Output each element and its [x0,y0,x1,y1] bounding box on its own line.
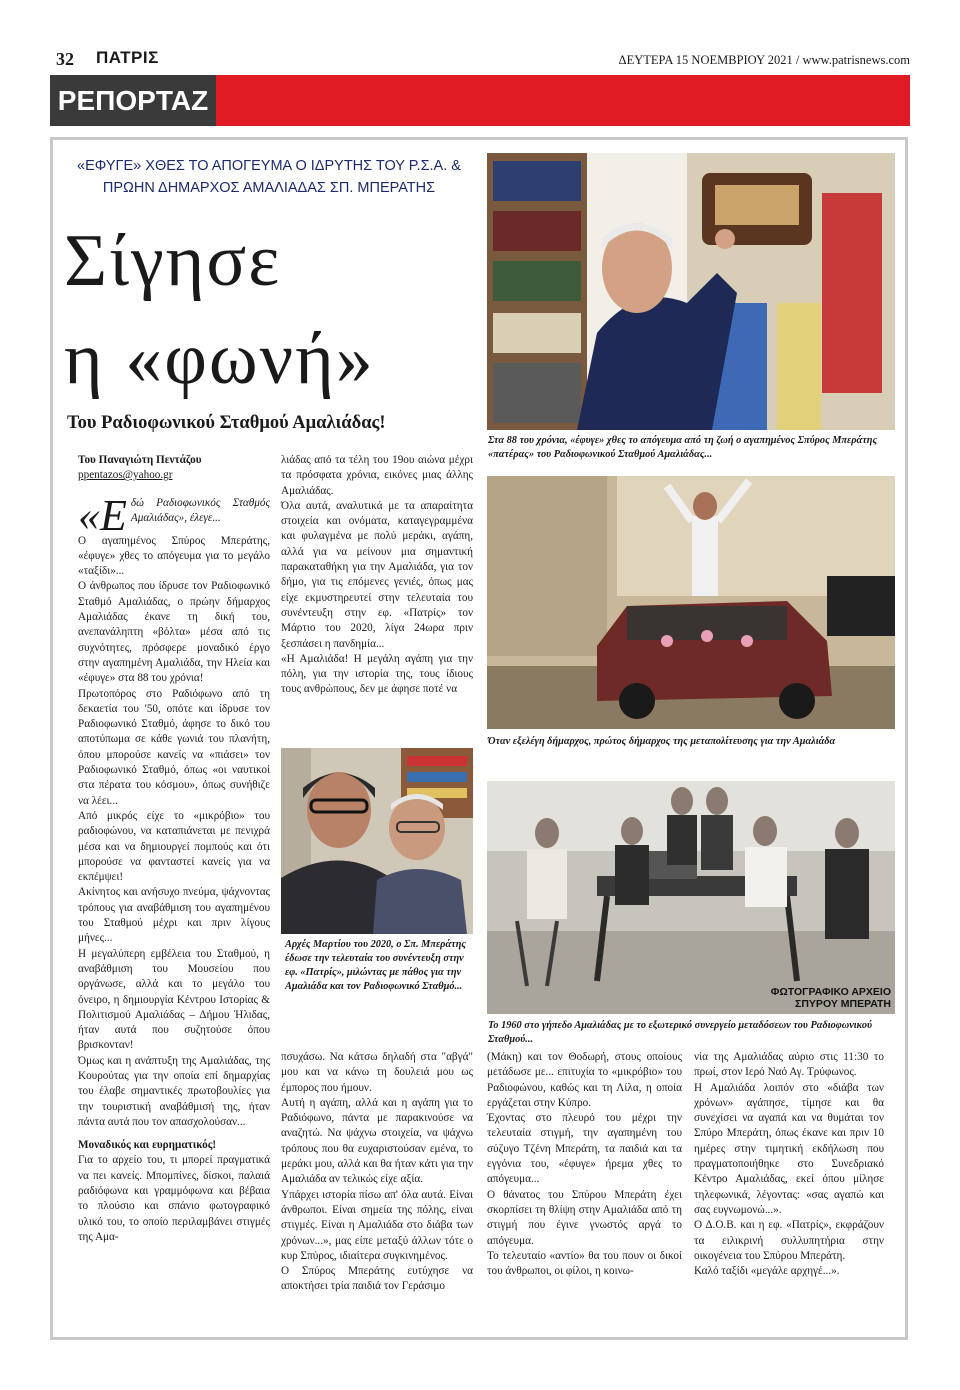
photo-interview-2020 [281,748,473,934]
kicker-line-2: ΠΡΩΗΝ ΔΗΜΑΡΧΟΣ ΑΜΑΛΙΑΔΑΣ ΣΠ. ΜΠΕΡΑΤΗΣ [102,180,436,196]
lead [78,490,270,540]
headline-line-2: η «φωνή» [64,318,375,400]
caption-photo-3: Αρχές Μαρτίου του 2020, ο Σπ. Μπεράτης έδωσε την τελευταία του συνέντευξη στην εφ. «Πατρίς», μιλώντας με πάθος για την Αμαλιάδα και τον Ραδιοφωνικό Σταθμό... [285,939,466,992]
paragraph: Το τελευταίο «αντίο» θα του πουν οι δικοί του άνθρωποι, οι φίλοι, η κοινω- [487,1249,682,1278]
paragraph: Ο αγαπημένος Σπύρος Μπεράτης, «έφυγε» χθες το απόγευμα για το μεγάλο «ταξίδι»... [78,534,270,578]
paragraph: Ο Δ.Ο.Β. και η εφ. «Πατρίς», εκφράζουν τα ειλικρινή συλλυπητήρια στην οικογένεια του Σπύρου Μπεράτη. [694,1219,884,1262]
inline-subtitle: Μοναδικός και ευρηματικός! [78,1139,217,1152]
column-1 [78,453,270,1245]
paragraph: Ακίνητος και ανήσυχο πνεύμα, ψάχνοντας τρόπους για αναβάθμιση του αγαπημένου του Σταθμού μέχρι και πριν λίγους μήνες... [78,886,270,945]
headline [64,212,375,408]
byline: Του Παναγιώτη Πεντάζου [78,454,202,466]
page-number: 32 [56,49,74,69]
paragraph: πσυχάσω. Να κάτσω δηλαδή στα "αβγά" μου και να κάνω τη δουλειά μου ως έμπορος που ήμουν. [281,1051,473,1094]
kicker-line-1: «ΕΦΥΓΕ» ΧΘΕΣ ΤΟ ΑΠΟΓΕΥΜΑ Ο ΙΔΡΥΤΗΣ ΤΟΥ Ρ.Σ.Α. & [77,158,461,174]
kicker [66,155,472,199]
paragraph: Έχοντας στο πλευρό του μέχρι την τελευταία στιγμή, την αγαπημένη του σύζυγο Τζένη Μπεράτη, τα παιδιά και τα εγγόνια του, «έφυγε» ήρεμα χθες το απόγευμα... [487,1112,682,1186]
paragraph: Για το αρχείο του, τι μπορεί πραγματικά να πει κανείς. Μπομπίνες, δίσκοι, παλαιά ραδιόφωνα και γραμμόφωνα και βέβαια το πλούσιο και σπάνιο φωτογραφικό υλικό του, το οποίο περιλαμβάνει στιγμές της Αμα- [78,1154,270,1243]
paragraph: Όμως και η ανάπτυξη της Αμαλιάδας, της Κουρούτας για την οποία επί δημαρχίας του έλαβε σημαντικές πρωτοβουλίες για την τουριστική αναβάθμισή της, ήταν πάντα αυτά που τον απασχολούσαν... [78,1054,270,1128]
photo-watermark [771,986,891,1010]
paragraph: Αυτή η αγάπη, αλλά και η αγάπη για το Ραδιόφωνο, πάντα με παρακινούσε να αναζητώ. Να ψάχνω στοιχεία, να ψάχνω τρόπους που θα ευχαριστούσαν εμένα, το μεράκι μου, αλλά και θα ήταν κάτι για την Αμαλιάδα αν τελικώς είχε αξία. [281,1096,473,1186]
paragraph: Η μεγαλύπερη εμβέλεια του Σταθμού, η αναβάθμιση του Μουσείου που οργάνωσε, αλλά και το μεγάλο του όνειρο, η δημιουργία Κέντρου Ιστορίας & Πολιτισμού Αμαλιάδας – Δήμου Ήλιδας, ήταν αυτά που συζητούσε όπου βρισκονταν! [78,947,270,1052]
caption-photo-4: Το 1960 στο γήπεδο Αμαλιάδας με το εξωτερικό συνεργείο μεταδόσεων του Ραδιοφωνικού Σταθμού... [488,1020,873,1045]
section-label: ΡΕΠΟΡΤΑΖ [50,75,216,126]
photo-1960-broadcast [487,781,895,1014]
masthead-logo: ΠΑΤΡΙΣ [96,48,159,67]
author-email[interactable]: ppentazos@yahoo.gr [78,469,173,482]
paragraph: Υπάρχει ιστορία πίσω απ' όλα αυτά. Είναι άνθρωποι. Είναι σημεία της πόλης, είναι στιγμές. Είναι η Αμαλιάδα στο διάβα των χρόνων...», μας είπε μεταξύ άλλων τότε ο κυρ Σπύρος, ιδιαίτερα συγκινημένος. [281,1188,473,1262]
paragraph: Όλα αυτά, αναλυτικά με τα απαραίτητα στοιχεία και ονόματα, καταγεγραμμένα και φυλαγμένα με πολύ μεράκι, αγάπη, αλλά για να μείνουν μια σημαντική παρακαταθήκη για την Αμαλιάδα, για τον δήμο, για τις επόμενες γενιές, όπως μας είχε εκμυστηρευτεί στην τελευταία του συνέντευξη στην εφ. «Πατρίς» τον Μάρτιο του 2020, λίγα 24ωρα πριν ξεσπάσει η πανδημία... [281,499,473,650]
paragraph: Ο άνθρωπος που ίδρυσε τον Ραδιοφωνικό Σταθμό Αμαλιάδας, ο πρώην δήμαρχος Αμαλιάδας έκανε τη δική του, ανεπανάληπτη «βόλτα» μέσα από τις συχνότητες, πρόσφερε μοναδικό έργο στην αγαπημένη Αμαλιάδα, την Ηλεία και «έφυγε» στα 88 του χρόνια! [78,580,270,685]
caption-photo-1: Στα 88 του χρόνια, «έφυγε» χθες το απόγευμα από τη ζωή ο αγαπημένος Σπύρος Μπεράτης «πατέρας» του Ραδιοφωνικού Σταθμού Αμαλιάδας... [488,435,878,460]
watermark-line-1: ΦΩΤΟΓΡΑΦΙΚΟ ΑΡΧΕΙΟ [770,986,891,998]
paragraph: (Μάκη) και τον Θοδωρή, στους οποίους μετάδωσε με... επιτυχία το «μικρόβιο» του Ραδιοφώνου, καθώς και τη Λίλα, η οποία εργάζεται στην Κύπρο. [487,1051,682,1109]
paragraph: Καλό ταξίδι «μεγάλε αρχηγέ...». [694,1265,840,1278]
caption-photo-2: Όταν εξελέγη δήμαρχος, πρώτος δήμαρχος της μεταπολίτευσης για την Αμαλιάδα [488,736,836,747]
paragraph: Από μικρός είχε το «μικρόβιο» του ραδιοφώνου, να καταπιάνεται με πενιχρά μέσα και να δημιουργεί πομπούς και ότι μπορούσε να φανταστεί κανείς για να εκπέμψει! [78,809,270,884]
paragraph: «Η Αμαλιάδα! Η μεγάλη αγάπη για την πόλη, για την ιστορία της, τους ίδιους τους ανθρώπους, δεν με άφησε ποτέ να [281,652,473,696]
paragraph: Πρωτοπόρος στο Ραδιόφωνο από τη δεκαετία του '50, οπότε και ίδρυσε τον Ραδιοφωνικό Σταθμό, άφησε το δικό του αποτύπωμα σε κάθε γωνιά του πλανήτη, όπου μπορούσε κανείς να «πιάσει» τον Ραδιοφωνικό Σταθμό, όπως «οι ναυτικοί στα πέρατα του κόσμου», όπως συνήθιζε να λέει... [78,687,270,807]
column-3 [487,1050,682,1279]
paragraph: λιάδας από τα τέλη του 19ου αιώνα μέχρι τα πρόσφατα χρόνια, εικόνες μιας άλλης Αμαλιάδας. [281,454,473,497]
dateline: ΔΕΥΤΕΡΑ 15 ΝΟΕΜΒΡΙΟΥ 2021 / www.patrisnews.com [618,53,910,67]
watermark-line-2: ΣΠΥΡΟΥ ΜΠΕΡΑΤΗ [795,998,891,1010]
drop-cap: «Ε [78,490,127,540]
photo-mayor-election [487,476,895,729]
column-2-top [281,453,473,698]
column-4 [694,1050,884,1279]
lead-text: δώ Ραδιοφωνικός Σταθμός Αμαλιάδας», έλεγε... [130,496,270,524]
photo-radio-portrait [487,153,895,430]
paragraph: Ο Σπύρος Μπεράτης ευτύχησε να αποκτήσει τρία παιδιά τον Γεράσιμο [281,1265,473,1293]
column-2-bottom [281,1050,473,1295]
paragraph: Ο θάνατος του Σπύρου Μπεράτη έχει σκορπίσει τη θλίψη στην Αμαλιάδα από τη στιγμή που έγινε γνωστός αργά το απόγευμα. [487,1188,682,1247]
paragraph: Η Αμαλιάδα λοιπόν στο «διάβα των χρόνων» αγάπησε, τίμησε και θα συνεχίσει να αγαπά και να θυμάται τον Σπύρο Μπεράτη, όπως έκανε και πριν 10 ημέρες στην τιμητική εκδήλωση που πραγματοποιήθηκε στο Συνεδριακό Κέντρο Αμαλιάδας, εκεί όπου μίλησε τηλεφωνικά, λέγοντας: «σας αγαπώ και σας ευγνωμονώ...». [694,1081,884,1216]
paragraph: νία της Αμαλιάδας αύριο στις 11:30 το πρωί, στον Ιερό Ναό Αγ. Τρύφωνος. [694,1051,884,1079]
subheadline: Του Ραδιοφωνικού Σταθμού Αμαλιάδας! [67,413,386,433]
headline-line-1: Σίγησε [64,220,282,302]
